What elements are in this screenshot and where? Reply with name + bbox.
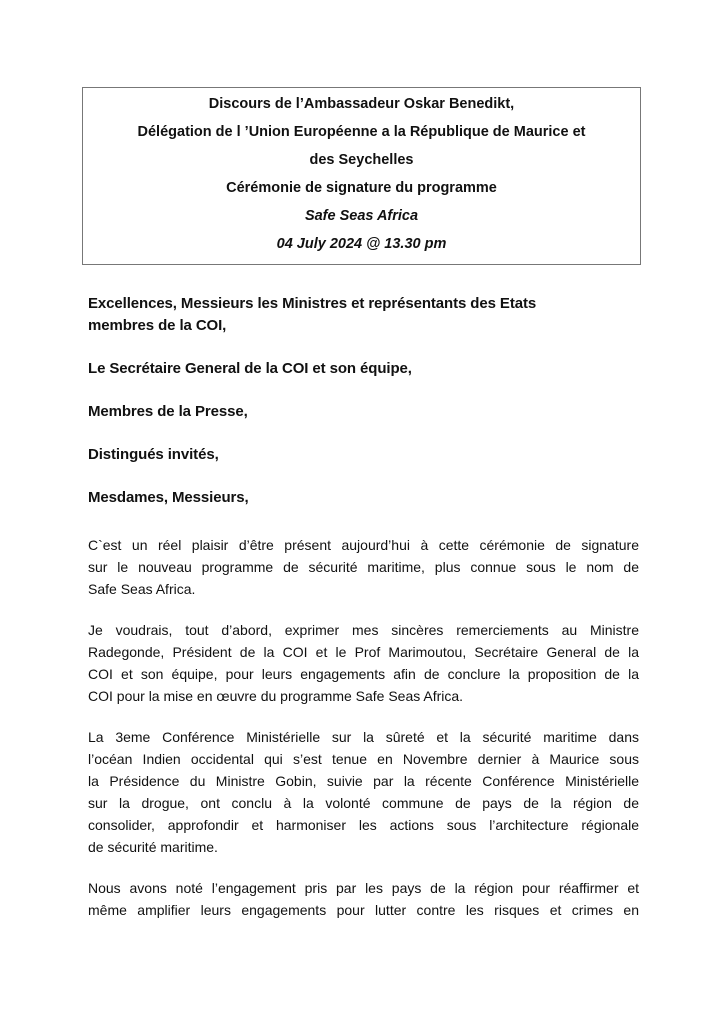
delegation-line: Délégation de l ’Union Européenne a la République de Maurice et: [137, 124, 586, 140]
speech-title: Discours de l’Ambassadeur Oskar Benedikt,: [208, 96, 515, 112]
salutation-line: Mesdames, Messieurs,: [88, 489, 249, 506]
ceremony-line: Cérémonie de signature du programme: [226, 180, 497, 196]
paragraph-line: l’océan Indien occidental qui s’est tenue en Novembre dernier à Maurice sous: [88, 751, 639, 767]
paragraph: [88, 534, 639, 600]
paragraph-line: sur la drogue, ont conclu à la volonté commune de pays de la région de: [88, 795, 639, 811]
paragraph-line: Je voudrais, tout d’abord, exprimer mes sincères remerciements au Ministre: [88, 622, 639, 638]
delegation-line-cont: des Seychelles: [309, 152, 414, 168]
paragraph-line: COI et son équipe, pour leurs engagements afin de conclure la proposition de la: [88, 666, 639, 682]
paragraph-line: C`est un réel plaisir d’être présent aujourd’hui à cette cérémonie de signature: [88, 537, 639, 553]
header-box: [82, 87, 641, 265]
salutation-line: Membres de la Presse,: [88, 403, 248, 420]
salutation: [88, 487, 648, 509]
paragraph: [88, 619, 639, 707]
salutation-line: Le Secrétaire General de la COI et son équipe,: [88, 360, 412, 377]
salutation: [88, 358, 648, 380]
salutation-line: Distingués invités,: [88, 446, 219, 463]
paragraph: [88, 726, 639, 858]
salutation-line: Excellences, Messieurs les Ministres et représentants des Etats: [88, 295, 537, 312]
speech-body: [88, 534, 639, 940]
paragraph-line: la Présidence du Ministre Gobin, suivie par la récente Conférence Ministérielle: [88, 773, 639, 789]
paragraph-line: Radegonde, Président de la COI et le Prof Marimoutou, Secrétaire General de la: [88, 644, 639, 660]
paragraph-line: Safe Seas Africa.: [88, 581, 196, 597]
paragraph: [88, 877, 639, 921]
paragraph-line: même amplifier leurs engagements pour lutter contre les risques et crimes en: [88, 902, 639, 918]
salutation-line: membres de la COI,: [88, 317, 227, 334]
salutation: [88, 293, 648, 337]
paragraph-line: COI pour la mise en œuvre du programme Safe Seas Africa.: [88, 688, 464, 704]
paragraph-line: La 3eme Conférence Ministérielle sur la sûreté et la sécurité maritime dans: [88, 729, 639, 745]
paragraph-line: consolider, approfondir et harmoniser les actions sous l’architecture régionale: [88, 817, 639, 833]
date-time: 04 July 2024 @ 13.30 pm: [276, 236, 447, 252]
salutation: [88, 444, 648, 466]
salutations: [88, 293, 648, 530]
salutation: [88, 401, 648, 423]
programme-name: Safe Seas Africa: [304, 208, 419, 224]
paragraph-line: Nous avons noté l’engagement pris par les pays de la région pour réaffirmer et: [88, 880, 639, 896]
paragraph-line: de sécurité maritime.: [88, 839, 218, 855]
paragraph-line: sur le nouveau programme de sécurité maritime, plus connue sous le nom de: [88, 559, 639, 575]
